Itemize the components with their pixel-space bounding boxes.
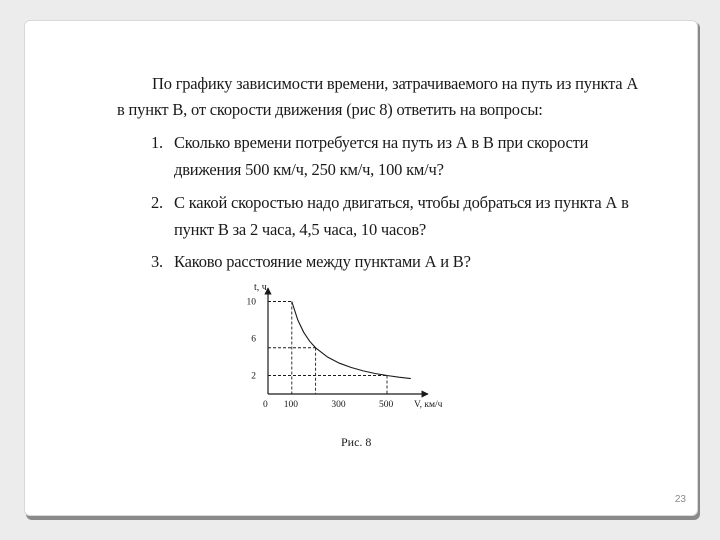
figure-caption: Рис. 8 [341, 435, 372, 449]
intro-line-1: По графику зависимости времени, затрачиваемого на путь из пункта А [152, 74, 639, 93]
origin-label: 0 [263, 400, 268, 410]
question-1-number: 1. [151, 133, 163, 152]
question-2-line-2: пункт В за 2 часа, 4,5 часа, 10 часов? [174, 220, 427, 239]
question-3-line-1: Каково расстояние между пунктами А и В? [174, 252, 471, 271]
question-2-number: 2. [151, 193, 163, 212]
question-1-line-2: движения 500 км/ч, 250 км/ч, 100 км/ч? [174, 160, 444, 179]
x-tick-label: 100 [283, 400, 299, 410]
x-axis-label: V, км/ч [414, 400, 443, 410]
y-tick-label: 6 [251, 334, 256, 345]
intro-line-2: в пункт В, от скорости движения (рис 8) ответить на вопросы: [117, 100, 543, 119]
x-tick-label: 500 [379, 400, 394, 410]
x-tick-label: 300 [331, 400, 346, 410]
question-2-line-1: С какой скоростью надо двигаться, чтобы добраться из пункта А в [174, 193, 629, 212]
question-3-number: 3. [151, 252, 163, 271]
y-tick-label: 2 [251, 371, 256, 382]
time-speed-curve [292, 302, 411, 379]
question-1-line-1: Сколько времени потребуется на путь из А в В при скорости [174, 133, 589, 152]
y-axis-label: t, ч [254, 282, 267, 293]
page-number: 23 [674, 494, 686, 505]
y-tick-label: 10 [246, 297, 256, 308]
